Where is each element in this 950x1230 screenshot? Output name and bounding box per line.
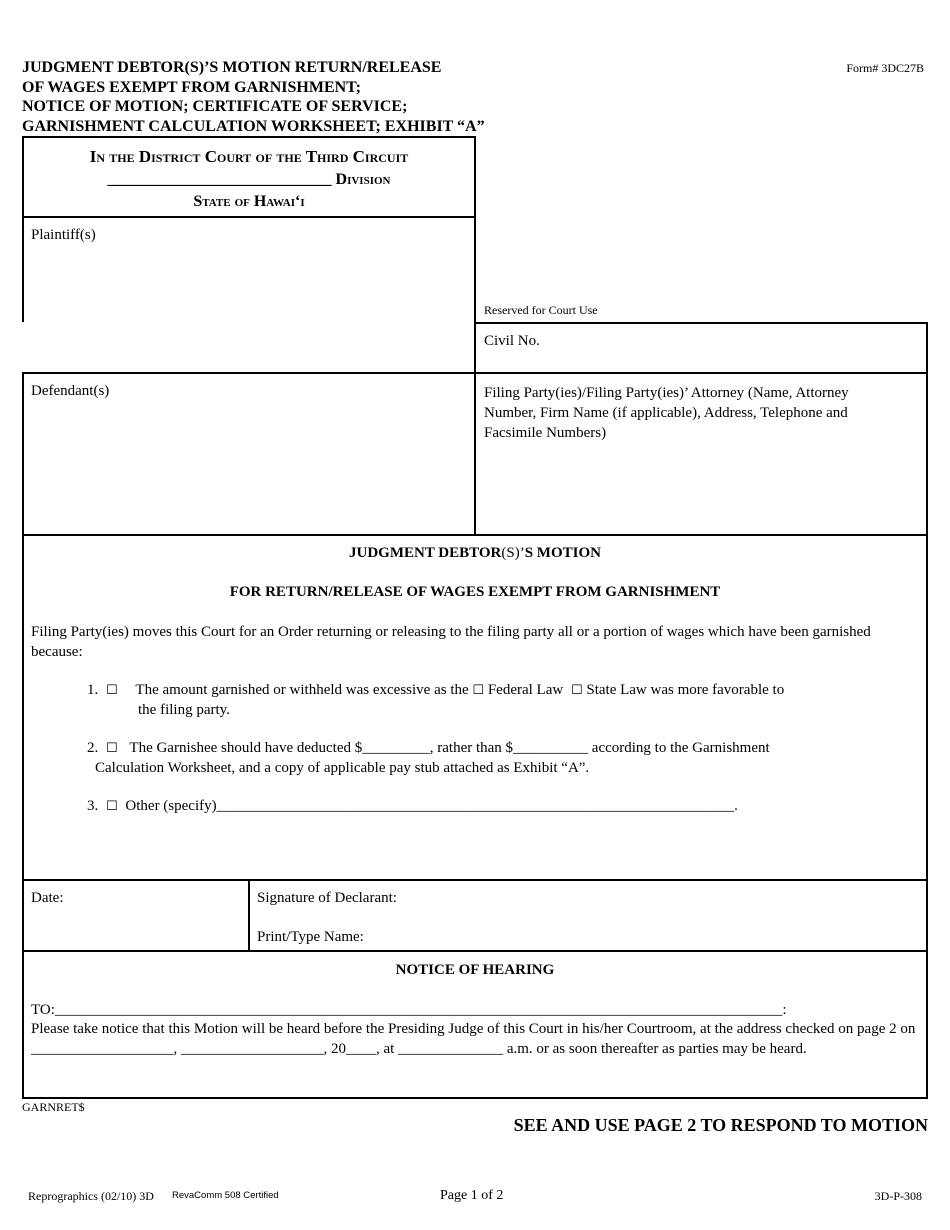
state-line: State of Hawai‘i (193, 193, 305, 210)
caption-bottom-border (22, 534, 928, 536)
form-title-line: GARNISHMENT CALCULATION WORKSHEET; EXHIBIT “A” (22, 117, 485, 135)
notice-body: Please take notice that this Motion will be heard before the Presiding Judge of this Court in his/her Courtroom, at the address checked on page 2 on ___________________, ___________________, 20____, at ______________ a.m. or as soon thereafter as parties may be heard. (31, 1021, 916, 1057)
civil-no-label[interactable]: Civil No. (484, 333, 540, 349)
motion-intro: Filing Party(ies) moves this Court for an Order returning or releasing to the filing party all or a portion of wages which have been garnished because: (31, 624, 871, 660)
notice-heading: NOTICE OF HEARING (395, 962, 555, 978)
motion-heading (22, 545, 928, 562)
civil-no-top-border (474, 322, 928, 324)
date-label[interactable]: Date: (31, 890, 64, 906)
court-name (24, 146, 474, 213)
caption-court-divider (22, 216, 475, 218)
declarant-signature-label[interactable]: Signature of Declarant: (257, 890, 397, 906)
see-page-2-notice: SEE AND USE PAGE 2 TO RESPOND TO MOTION (513, 1115, 928, 1135)
item-3-checkbox[interactable]: ☐ (106, 799, 118, 814)
motion-item-3 (87, 796, 738, 817)
motion-heading-part: (S)’ (501, 545, 525, 561)
notice-to-line[interactable]: TO:_________________________________________________________________________________________________: (31, 1002, 787, 1018)
form-title-line: OF WAGES EXEMPT FROM GARNISHMENT; (22, 78, 361, 96)
state-law-label: State Law was more favorable to (586, 682, 785, 698)
caption-left-top-border (22, 136, 475, 138)
signature-bottom-border (22, 950, 928, 952)
party-divider (22, 372, 928, 374)
form-title (22, 58, 485, 136)
motion-subheading: FOR RETURN/RELEASE OF WAGES EXEMPT FROM GARNISHMENT (229, 584, 721, 600)
defendant-label: Defendant(s) (31, 383, 110, 399)
item-2-continuation: Calculation Worksheet, and a copy of applicable pay stub attached as Exhibit “A”. (95, 760, 590, 776)
item-3-number: 3. (87, 798, 99, 814)
print-name-label[interactable]: Print/Type Name: (257, 929, 364, 945)
item-2-number: 2. (87, 740, 99, 756)
revacomm-label: RevaComm 508 Certified (172, 1190, 279, 1201)
division-blank[interactable]: ____________________________ (107, 171, 332, 188)
motion-item-1 (87, 680, 907, 701)
caption-middle-border (474, 136, 476, 535)
reserved-label: Reserved for Court Use (484, 303, 598, 317)
form-title-line: NOTICE OF MOTION; CERTIFICATE OF SERVICE; (22, 98, 408, 115)
garnret-code: GARNRET$ (22, 1100, 85, 1114)
lower-left-border (22, 534, 24, 1098)
reprographics-label: Reprographics (02/10) 3D (28, 1189, 154, 1203)
page-number: Page 1 of 2 (440, 1188, 504, 1203)
item-3-text[interactable]: Other (specify)_____________________________________________________________________. (125, 798, 738, 814)
motion-heading-part: S MOTION (524, 545, 601, 561)
filing-party-label: Filing Party(ies)/Filing Party(ies)’ Attorney (Name, Attorney Number, Firm Name (if applicable), Address, Telephone and Facsimile Numbers) (484, 385, 849, 441)
signature-middle-border (248, 879, 250, 951)
caption-right-border (926, 322, 928, 1098)
item-2-text[interactable]: The Garnishee should have deducted $_________, rather than $__________ according to the Garnishment (129, 740, 770, 756)
item-1-text: The amount garnished or withheld was excessive as the (135, 682, 469, 698)
caption-left-border-lower (22, 372, 24, 534)
form-code: 3D-P-308 (874, 1189, 922, 1203)
plaintiff-label: Plaintiff(s) (31, 227, 96, 243)
federal-law-checkbox[interactable]: ☐ (472, 683, 485, 698)
form-number: Form# 3DC27B (846, 61, 924, 75)
item-2-checkbox[interactable]: ☐ (106, 741, 118, 756)
form-bottom-border (22, 1097, 928, 1099)
court-line: In the District Court of the Third Circuit (89, 147, 409, 166)
motion-heading-part: JUDGMENT DEBTOR (349, 545, 502, 561)
item-1-number: 1. (87, 682, 99, 698)
division-label: Division (335, 171, 391, 188)
motion-item-2 (87, 738, 917, 759)
state-law-checkbox[interactable]: ☐ (570, 683, 583, 698)
federal-law-label: Federal Law (487, 682, 564, 698)
signature-top-border (22, 879, 928, 881)
item-1-continuation: the filing party. (138, 702, 230, 718)
item-1-checkbox[interactable]: ☐ (106, 683, 118, 698)
form-title-line: JUDGMENT DEBTOR(S)’S MOTION RETURN/RELEASE (22, 59, 442, 76)
